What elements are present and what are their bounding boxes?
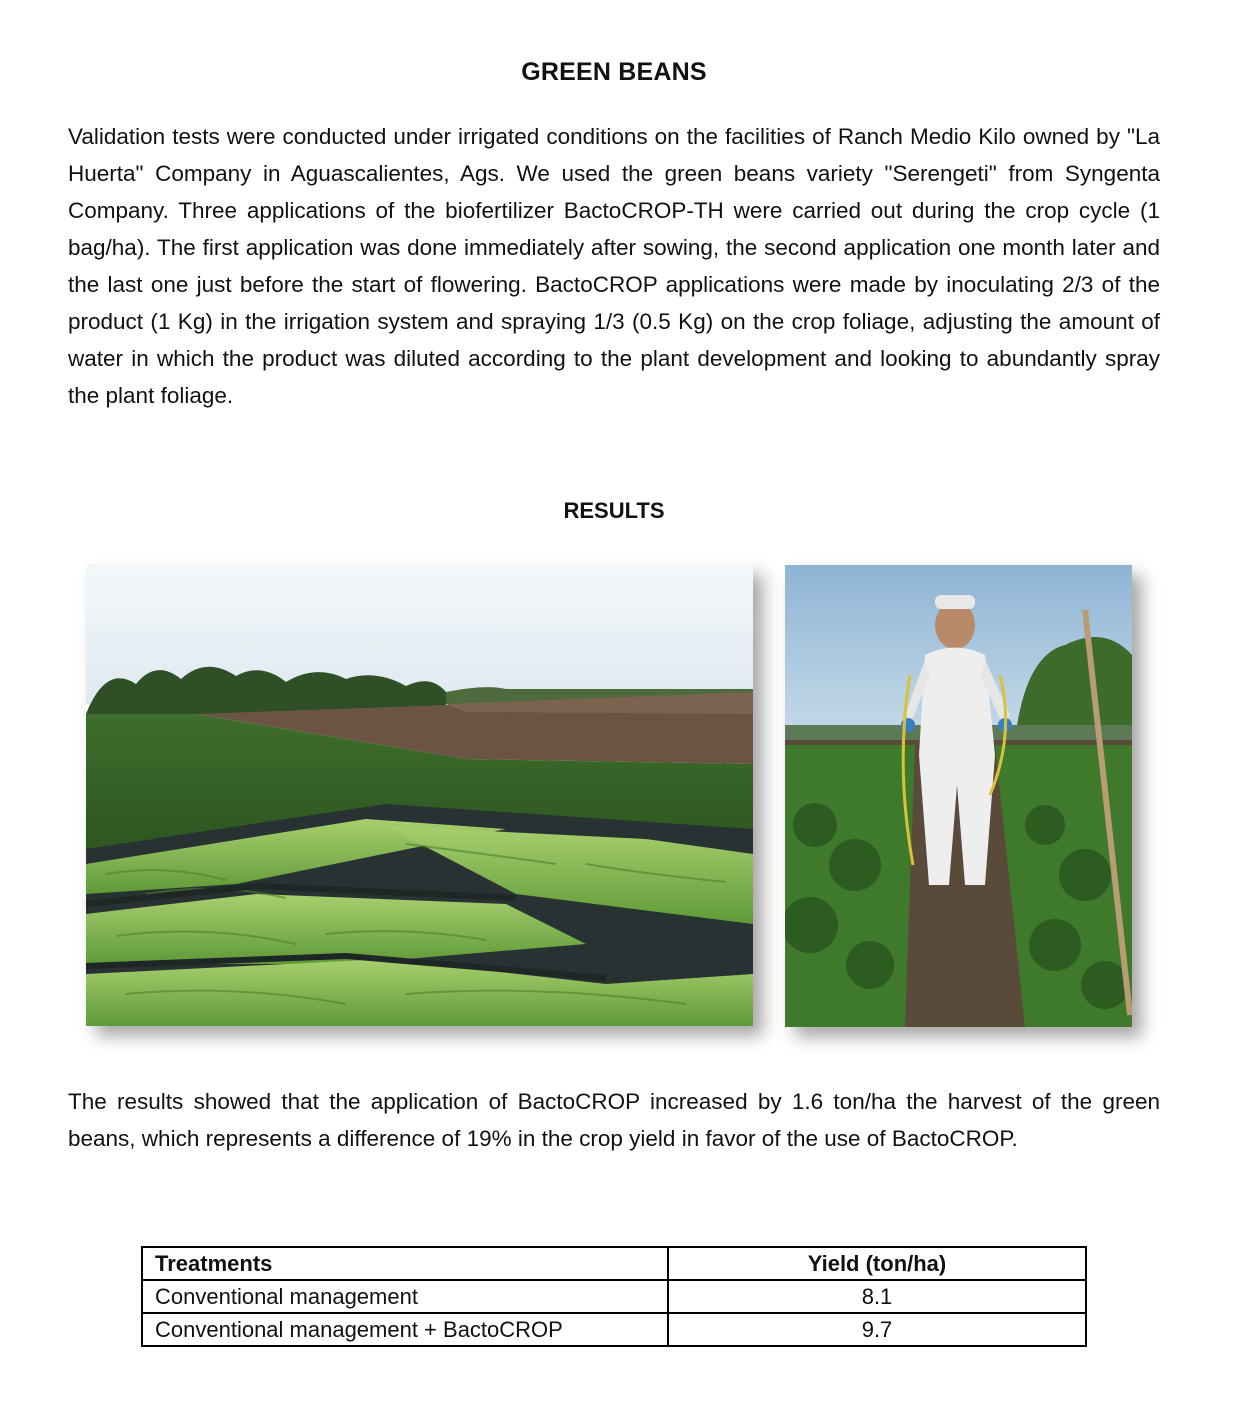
yield-cell: 9.7 (668, 1313, 1086, 1346)
table-row (142, 1313, 1086, 1346)
yield-cell: 8.1 (668, 1280, 1086, 1313)
harvest-crates-photo (86, 564, 753, 1026)
treatment-cell: Conventional management (142, 1280, 668, 1313)
table-row (142, 1280, 1086, 1313)
intro-paragraph: Validation tests were conducted under irrigated conditions on the facilities of Ranch Medio Kilo owned by "La Huerta" Company in Aguascalientes, Ags. We used the green beans variety "Serengeti" from Syngenta Company. Three applications of the biofertilizer BactoCROP-TH were carried out during the crop cycle (1 bag/ha). The first application was done immediately after sowing, the second application one month later and the last one just before the start of flowering. BactoCROP applications were made by inoculating 2/3 of the product (1 Kg) in the irrigation system and spraying 1/3 (0.5 Kg) on the crop foliage, adjusting the amount of water in which the product was diluted according to the plant development and looking to abundantly spray the plant foliage. (68, 124, 1160, 408)
results-paragraph: The results showed that the application of BactoCROP increased by 1.6 ton/ha the harvest of the green beans, which represents a difference of 19% in the crop yield in favor of the use of BactoCROP. (68, 1089, 1160, 1151)
table-header-row (142, 1247, 1086, 1280)
treatment-cell: Conventional management + BactoCROP (142, 1313, 668, 1346)
page-title: GREEN BEANS (521, 58, 707, 86)
yield-table (141, 1246, 1087, 1347)
yield-header: Yield (ton/ha) (668, 1247, 1086, 1280)
treatments-header: Treatments (142, 1247, 668, 1280)
results-heading: RESULTS (563, 498, 665, 523)
worker-spraying-photo (785, 565, 1132, 1027)
